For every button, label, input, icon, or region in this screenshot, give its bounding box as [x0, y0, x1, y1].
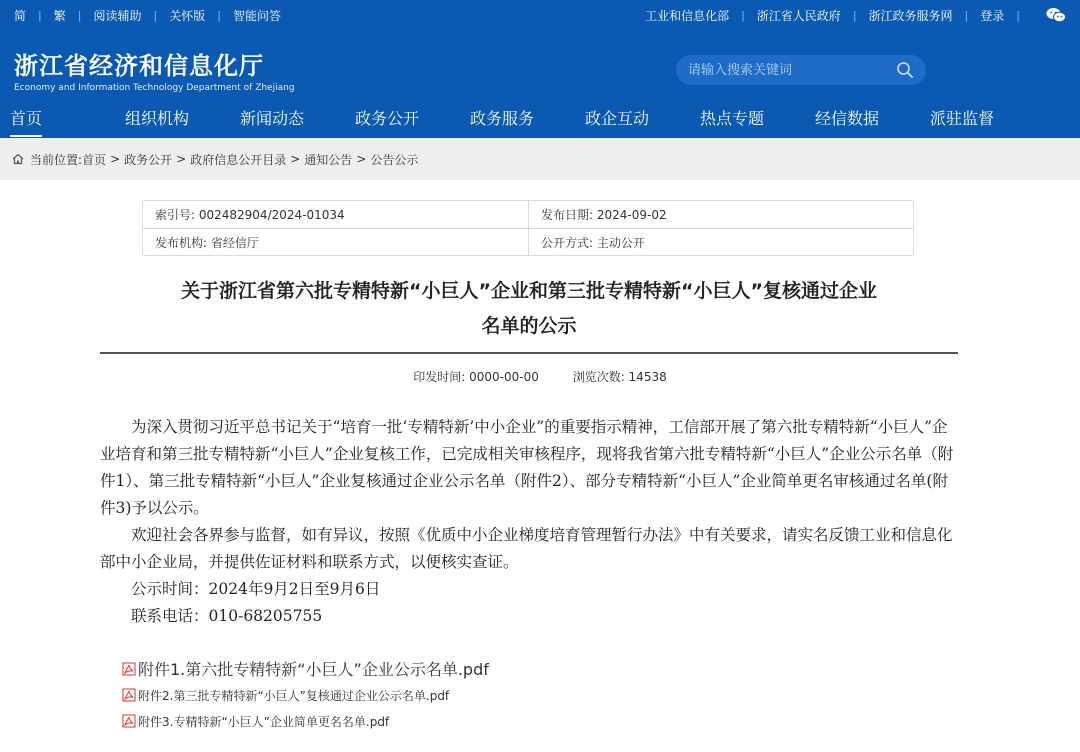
nav-topics[interactable]: 热点专题 — [700, 109, 765, 128]
attachment-label[interactable]: 附件3.专精特新“小巨人”企业简单更名名单.pdf — [138, 714, 390, 729]
attachment-label[interactable]: 附件2.第三批专精特新“小巨人”复核通过企业公示名单.pdf — [138, 688, 450, 703]
login-link[interactable]: 登录 — [980, 8, 1005, 23]
article-title-line1: 关于浙江省第六批专精特新“小巨人”企业和第三批专精特新“小巨人”复核通过企业 — [181, 280, 877, 302]
traditional-chinese-link[interactable]: 繁 — [53, 8, 66, 23]
nav-news[interactable]: 新闻动态 — [240, 109, 305, 128]
breadcrumb-gov-affairs[interactable]: 政务公开 — [124, 152, 173, 167]
site-name-cn: 浙江省经济和信息化厅 — [14, 52, 264, 80]
title-divider — [100, 352, 958, 354]
nav-home[interactable]: 首页 — [10, 106, 42, 137]
main-nav — [0, 100, 1080, 138]
site-name-en: Economy and Information Technology Department of Zhejiang — [14, 83, 295, 93]
nav-supervision[interactable]: 派驻监督 — [930, 109, 995, 128]
body-paragraph: 为深入贯彻习近平总书记关于“培育一批‘专精特新’中小企业”的重要指示精神，工信部开展了第六批专精特新“小巨人”企业培育和第三批专精特新“小巨人”企业复核工作，已完成相关审核程序，现将我省第六批专精特新“小巨人”企业公示名单（附件1）、第三批专精特新“小巨人”企业复核通过企业公示名单（附件2）、部分专精特新“小巨人”企业简单更名审核通过名单(附件3)予以公示。 — [100, 418, 954, 517]
breadcrumb — [0, 138, 1080, 180]
meta-index-number: 索引号: 002482904/2024-01034 — [155, 208, 345, 222]
smart-qa-link[interactable]: 智能问答 — [232, 8, 281, 23]
breadcrumb-info-catalog[interactable]: 政府信息公开目录 — [190, 152, 287, 167]
article-title — [100, 274, 958, 344]
pdf-icon — [122, 688, 136, 702]
zj-service-link[interactable]: 浙江政务服务网 — [868, 8, 953, 23]
attachment-label[interactable]: 附件1.第六批专精特新“小巨人”企业公示名单.pdf — [138, 659, 489, 679]
home-icon — [12, 153, 24, 165]
topbar-left-links — [14, 7, 281, 24]
site-logo[interactable] — [14, 46, 295, 93]
search-box — [676, 55, 926, 85]
breadcrumb-separator: > — [110, 152, 121, 166]
nav-gov-affairs[interactable]: 政务公开 — [355, 109, 420, 128]
zj-gov-link[interactable]: 浙江省人民政府 — [756, 8, 841, 23]
article-subinfo — [0, 368, 1080, 385]
attachment-link-3[interactable] — [122, 708, 489, 734]
attachment-link-2[interactable] — [122, 682, 489, 708]
meta-row — [143, 228, 913, 255]
top-utility-bar — [0, 0, 1080, 30]
divider: | — [217, 8, 221, 22]
notice-period: 公示时间：2024年9月2日至9月6日 — [131, 580, 381, 598]
document-meta-table — [142, 200, 914, 256]
view-count: 浏览次数: 14538 — [572, 370, 667, 384]
nav-organization[interactable]: 组织机构 — [125, 109, 190, 128]
reading-aid-link[interactable]: 阅读辅助 — [93, 8, 142, 23]
article-title-line2: 名单的公示 — [481, 315, 577, 337]
breadcrumb-notices[interactable]: 通知公告 — [304, 152, 353, 167]
nav-interaction[interactable]: 政企互动 — [585, 109, 650, 128]
divider: | — [964, 8, 969, 22]
miit-link[interactable]: 工业和信息化部 — [645, 8, 730, 23]
breadcrumb-separator: > — [290, 152, 301, 166]
breadcrumb-prefix: 当前位置: — [30, 152, 83, 167]
article-body — [100, 414, 958, 630]
attachment-link-1[interactable] — [122, 654, 489, 682]
divider: | — [153, 8, 158, 22]
attachment-list — [122, 654, 489, 734]
pdf-icon — [122, 714, 136, 728]
pdf-icon — [122, 661, 136, 675]
divider: | — [38, 8, 42, 22]
divider: | — [741, 8, 745, 22]
search-icon[interactable] — [896, 61, 914, 79]
breadcrumb-separator: > — [356, 152, 367, 166]
body-paragraph: 欢迎社会各界参与监督，如有异议，按照《优质中小企业梯度培育管理暂行办法》中有关要求，请实名反馈工业和信息化部中小企业局，并提供佐证材料和联系方式，以便核实查证。 — [100, 526, 953, 571]
topbar-right-links — [645, 7, 1066, 24]
breadcrumb-public-notice[interactable]: 公告公示 — [370, 152, 419, 167]
divider: | — [77, 8, 82, 22]
contact-phone: 联系电话：010-68205755 — [131, 607, 323, 625]
site-header — [0, 0, 1080, 138]
breadcrumb-home[interactable]: 首页 — [82, 152, 107, 167]
print-time: 印发时间: 0000-00-00 — [413, 370, 539, 384]
meta-row — [143, 201, 913, 228]
nav-data[interactable]: 经信数据 — [815, 109, 880, 128]
search-input[interactable] — [688, 63, 896, 78]
wechat-icon[interactable] — [1046, 7, 1066, 23]
meta-publish-date: 发布日期: 2024-09-02 — [528, 201, 913, 228]
nav-gov-services[interactable]: 政务服务 — [470, 109, 535, 128]
breadcrumb-separator: > — [176, 152, 187, 166]
divider: | — [852, 8, 857, 22]
care-version-link[interactable]: 关怀版 — [169, 8, 206, 23]
meta-publisher: 发布机构: 省经信厅 — [155, 235, 259, 250]
meta-open-mode: 公开方式: 主动公开 — [528, 229, 913, 255]
divider: | — [1016, 8, 1020, 22]
simplified-chinese-link[interactable]: 简 — [14, 8, 27, 23]
